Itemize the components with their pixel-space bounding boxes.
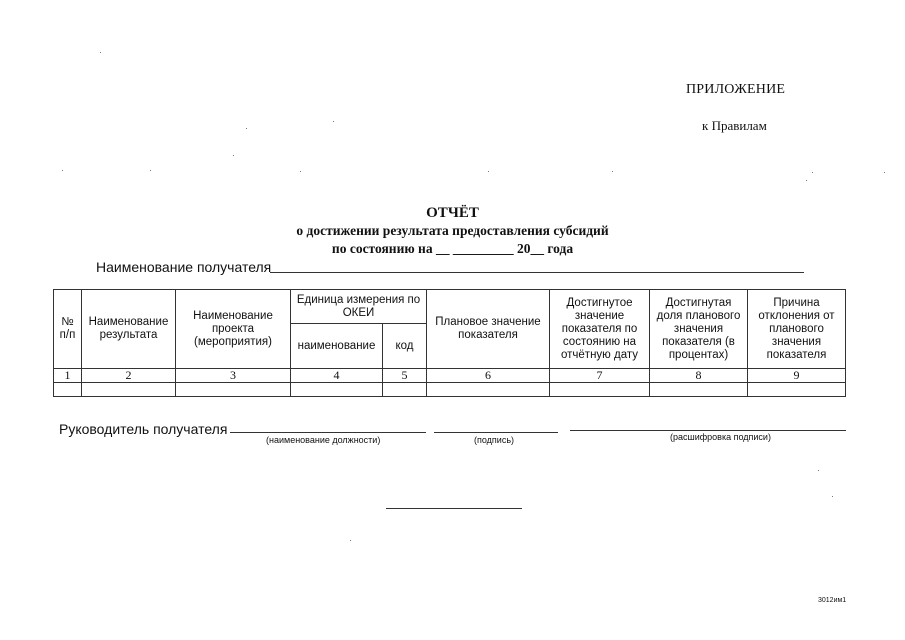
column-number: 5 [383,369,427,383]
table-cell[interactable] [550,383,650,397]
table-row [54,383,846,397]
column-number: 3 [176,369,291,383]
report-date-line: по состоянию на __ _________ 20__ года [331,241,574,256]
report-table [53,289,846,397]
column-number: 9 [748,369,846,383]
table-cell[interactable] [82,383,176,397]
column-number: 8 [650,369,748,383]
column-number: 6 [427,369,550,383]
header-achieved-value: Достигнутое значение показателя по состоянию на отчётную дату [550,290,650,369]
header-unit: Единица измерения по ОКЕИ [291,290,427,324]
column-number: 2 [82,369,176,383]
recipient-fill-line [270,272,804,273]
table-cell[interactable] [176,383,291,397]
header-project-name: Наименование проекта (мероприятия) [176,290,291,369]
header-unit-code: код [383,324,427,369]
head-of-recipient-label: Руководитель получателя [59,421,228,437]
table-cell[interactable] [650,383,748,397]
header-no: № п/п [54,290,82,369]
appendix-subtitle: к Правилам [702,118,767,133]
table-cell[interactable] [427,383,550,397]
decode-fill-line [570,430,846,431]
bottom-divider-line [386,508,522,509]
table-cell[interactable] [383,383,427,397]
position-caption: (наименование должности) [266,435,381,445]
appendix-title: ПРИЛОЖЕНИЕ [686,82,786,97]
column-number: 1 [54,369,82,383]
decode-caption: (расшифровка подписи) [670,432,771,442]
signature-caption: (подпись) [474,435,515,445]
column-number: 4 [291,369,383,383]
footer-code: 3012им1 [818,597,847,604]
table-cell[interactable] [748,383,846,397]
header-deviation-reason: Причина отклонения от планового значения показателя [748,290,846,369]
report-subtitle: о достижении результата предоставления субсидий [296,223,609,238]
header-achieved-share: Достигнутая доля планового значения показателя (в процентах) [650,290,748,369]
column-number: 7 [550,369,650,383]
recipient-label: Наименование получателя [96,259,272,275]
header-unit-name: наименование [291,324,383,369]
signature-fill-line [434,432,558,433]
position-fill-line [230,432,426,433]
report-title: ОТЧЁТ [426,205,479,221]
header-result-name: Наименование результата [82,290,176,369]
header-plan-value: Плановое значение показателя [427,290,550,369]
table-cell[interactable] [291,383,383,397]
table-cell[interactable] [54,383,82,397]
